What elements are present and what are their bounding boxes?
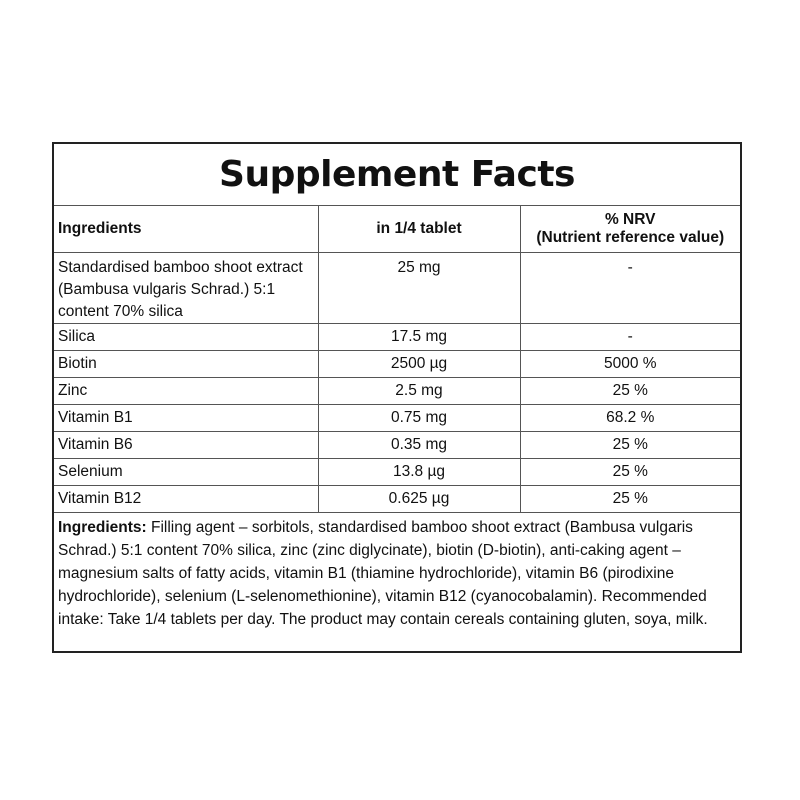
facts-table bbox=[54, 206, 740, 513]
footer-text: Filling agent – sorbitols, standardised bamboo shoot extract (Bambusa vulgaris Schrad.) 5:1 content 70% silica, zinc (zinc diglycinate), biotin (D-biotin), anti-caking agent – magnesium salts of fatty acids, vitamin B1 (thiamine hydrochloride), vitamin B6 (pirodixine hydrochloride), selenium (L-selenomethionine), vitamin B12 (cyanocobalamin). Recommended intake: Take 1/4 tablets per day. The product may contain cereals containing gluten, soya, milk. bbox=[58, 519, 708, 628]
panel-title: Supplement Facts bbox=[54, 144, 740, 206]
ingredient-name: Zinc bbox=[54, 378, 318, 405]
ingredient-name: Vitamin B6 bbox=[54, 432, 318, 459]
supplement-facts-panel bbox=[52, 142, 742, 653]
ingredient-nrv: - bbox=[520, 324, 740, 351]
ingredient-amount: 0.625 µg bbox=[318, 486, 520, 513]
ingredient-nrv: 25 % bbox=[520, 432, 740, 459]
table-row bbox=[54, 486, 740, 513]
ingredient-amount: 13.8 µg bbox=[318, 459, 520, 486]
table-row bbox=[54, 459, 740, 486]
header-row bbox=[54, 206, 740, 253]
ingredient-name: Standardised bamboo shoot extract (Bambusa vulgaris Schrad.) 5:1 content 70% silica bbox=[54, 253, 318, 324]
header-amount: in 1/4 tablet bbox=[318, 206, 520, 253]
ingredient-nrv: - bbox=[520, 253, 740, 324]
ingredient-nrv: 25 % bbox=[520, 459, 740, 486]
ingredient-name: Selenium bbox=[54, 459, 318, 486]
table-row bbox=[54, 324, 740, 351]
ingredient-name: Vitamin B12 bbox=[54, 486, 318, 513]
header-nrv-subtitle: (Nutrient reference value) bbox=[536, 229, 725, 246]
ingredient-amount: 2500 µg bbox=[318, 351, 520, 378]
ingredient-amount: 0.35 mg bbox=[318, 432, 520, 459]
table-row bbox=[54, 351, 740, 378]
ingredient-nrv: 68.2 % bbox=[520, 405, 740, 432]
ingredient-name: Biotin bbox=[54, 351, 318, 378]
ingredient-nrv: 5000 % bbox=[520, 351, 740, 378]
ingredient-nrv: 25 % bbox=[520, 486, 740, 513]
ingredient-amount: 0.75 mg bbox=[318, 405, 520, 432]
header-nrv bbox=[520, 206, 740, 253]
header-nrv-label: % NRV bbox=[604, 211, 656, 228]
table-row bbox=[54, 253, 740, 324]
ingredient-amount: 2.5 mg bbox=[318, 378, 520, 405]
ingredient-nrv: 25 % bbox=[520, 378, 740, 405]
table-row bbox=[54, 378, 740, 405]
footer-label: Ingredients: bbox=[58, 519, 147, 536]
ingredient-name: Vitamin B1 bbox=[54, 405, 318, 432]
ingredients-footer bbox=[54, 513, 740, 634]
table-row bbox=[54, 432, 740, 459]
header-ingredients: Ingredients bbox=[54, 206, 318, 253]
ingredient-amount: 17.5 mg bbox=[318, 324, 520, 351]
ingredient-amount: 25 mg bbox=[318, 253, 520, 324]
ingredient-name: Silica bbox=[54, 324, 318, 351]
table-row bbox=[54, 405, 740, 432]
